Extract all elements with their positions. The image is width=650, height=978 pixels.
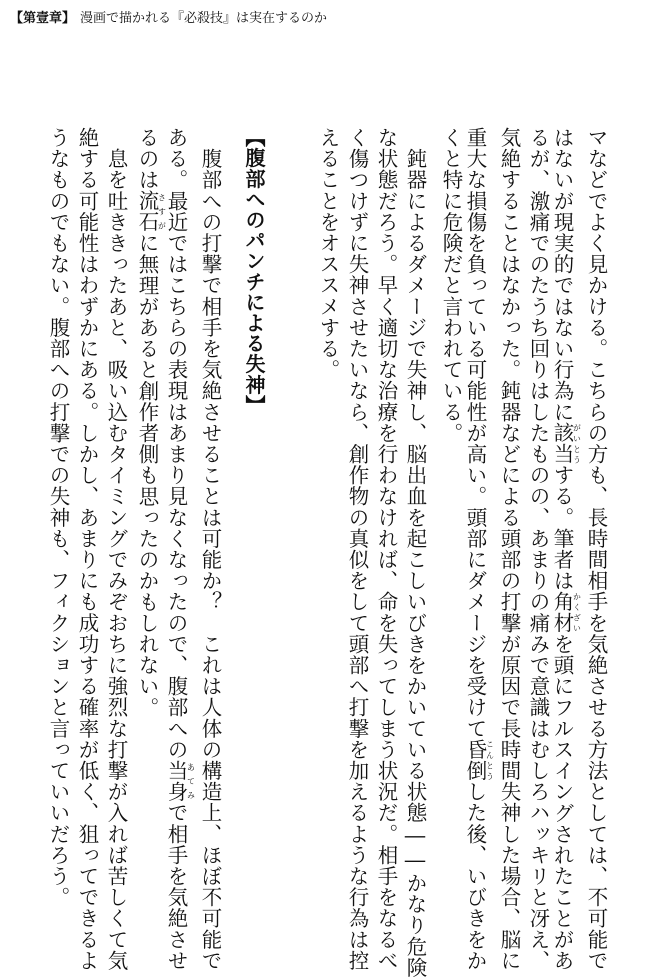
text-column-6: くと特に危険だと言われている。 bbox=[439, 127, 463, 444]
chapter-title: 漫画で描かれる『必殺技』は実在するのか bbox=[80, 11, 328, 26]
text-column-13: るのは流石さすがに無理があると創作者側も思ったのかもしれない。 bbox=[135, 127, 167, 718]
running-header bbox=[0, 9, 650, 29]
furigana-ruby: 角材かくざい bbox=[550, 591, 582, 634]
furigana-ruby: 当身あてみ bbox=[164, 760, 196, 803]
text-column-1: マなどでよく見かける。こちらの方も、長時間相手を気絶させる方法としては、不可能で bbox=[584, 127, 608, 971]
text-column-10: えることをオススメする。 bbox=[316, 127, 340, 381]
text-column-5: 重大な損傷を負っている可能性が高い。頭部にダメージを受けて昏倒こんとうした後、いびきをか bbox=[463, 127, 495, 972]
furigana-ruby: 昏倒こんとう bbox=[463, 738, 495, 782]
text-column-7: 鈍器によるダメージで失神し、脳出血を起こしいびきをかいている状態――かなり危険 bbox=[403, 127, 427, 978]
text-column-8: な状態だろう。早く適切な治療を行わなければ、命を失ってしまう状況だ。相手をなるべ bbox=[374, 127, 398, 971]
text-column-16: うなものでもない。腹部への打撃での失神も、フィクションと言っていいだろう。 bbox=[46, 127, 70, 908]
text-column-14: 息を吐ききったあと、吸い込むタイミングでみぞおちに強烈な打撃が入れば苦しくて気 bbox=[104, 127, 128, 971]
text-column-9: く傷つけずに失神させたいなら、創作物の真似をして頭部へ打撃を加えるような行為は控 bbox=[345, 127, 369, 971]
section-heading: 【腹部へのパンチによる失神】 bbox=[242, 127, 266, 416]
text-column-4: 気絶することはなかった。鈍器などによる頭部の打撃が原因で長時間失神した場合、脳に bbox=[497, 127, 521, 971]
text-column-15: 絶する可能性はわずかにある。しかし、あまりにも成功する確率が低く、狙ってできるよ bbox=[75, 127, 99, 971]
furigana-ruby: 該当がいとう bbox=[550, 422, 582, 465]
furigana-ruby: 流石さすが bbox=[135, 190, 167, 233]
text-column-11: 腹部への打撃で相手を気絶させることは可能か？ これは人体の構造上、ほぼ不可能で bbox=[198, 127, 222, 971]
text-column-3: るが、激痛でのたうち回りはしたものの、あまりの痛みで意識はむしろハッキリと冴え、 bbox=[526, 127, 550, 971]
text-column-2: はないが現実的ではない行為に該当がいとうする。筆者は角材かくざいを頭にフルスイングされたことがあ bbox=[550, 127, 582, 972]
text-column-12: ある。最近ではこちらの表現はあまり見なくなったので、腹部への当身あてみで相手を気絶させ bbox=[164, 127, 196, 972]
chapter-label: 【第壹章】 bbox=[10, 11, 76, 26]
